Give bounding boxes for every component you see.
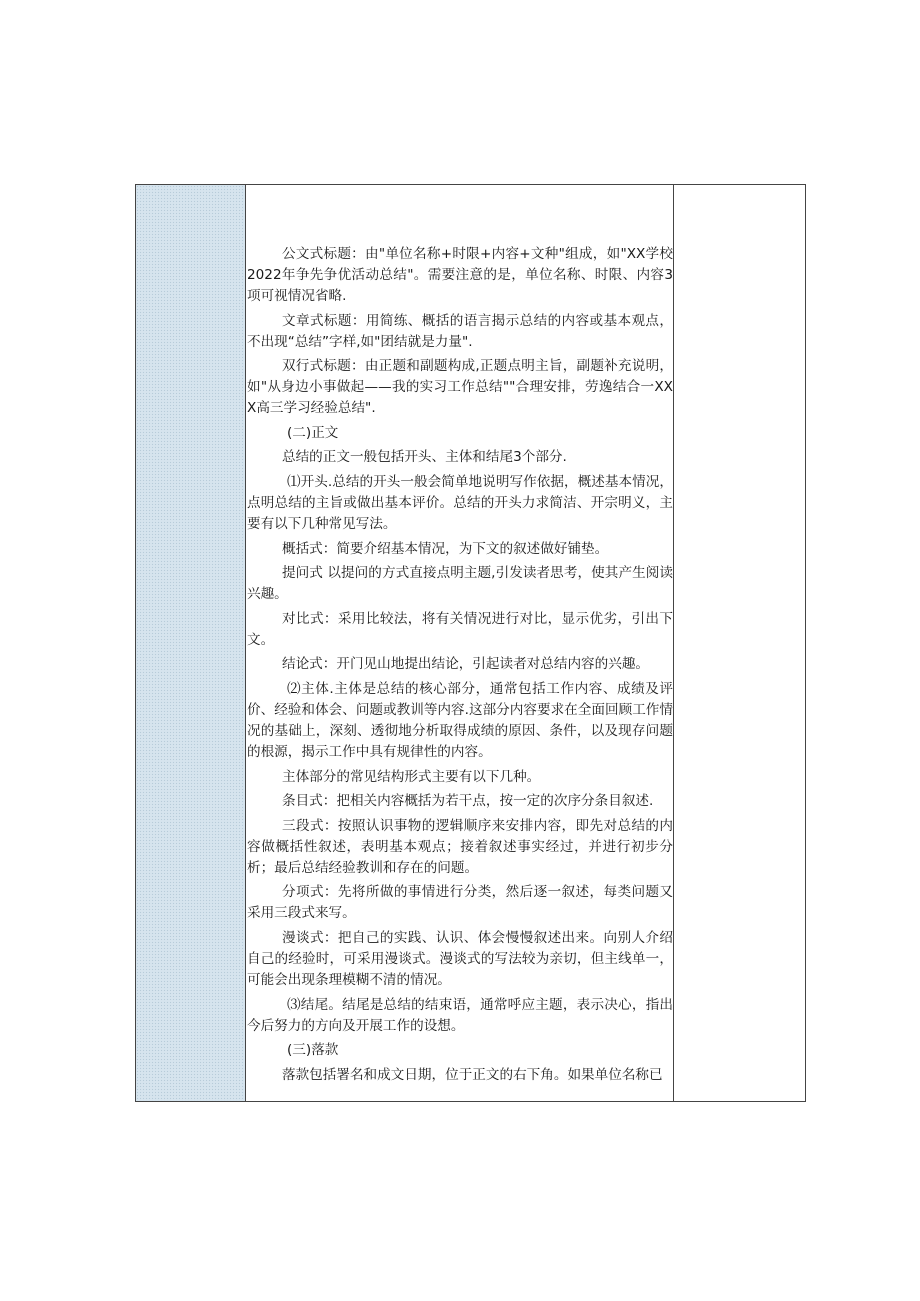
paragraph-contrast-style: 对比式：采用比较法，将有关情况进行对比，显示优劣，引出下文。	[247, 610, 673, 648]
paragraph-three-stage: 三段式：按照认识事物的逻辑顺序来安排内容，即先对总结的内容做概括性叙述，表明基本观点；接着叙述事实经过，并进行初步分析；最后总结经验教训和存在的问题。	[247, 817, 673, 876]
document-table	[135, 184, 806, 1102]
paragraph-summary-style: 概括式：简要介绍基本情况，为下文的叙述做好铺垫。	[282, 540, 609, 557]
paragraph-sub-item: 分项式：先将所做的事情进行分类，然后逐一叙述，每类问题又采用三段式来写。	[247, 884, 673, 922]
shaded-label-column	[136, 185, 246, 1101]
paragraph-ending: ⑶结尾。结尾是总结的结束语，通常呼应主题，表示决心，指出今后努力的方向及开展工作的设想。	[247, 996, 673, 1034]
paragraph-conclusion-style: 结论式：开门见山地提出结论，引起读者对总结内容的兴趣。	[282, 656, 650, 673]
paragraph-structure-intro: 主体部分的常见结构形式主要有以下几种。	[282, 768, 541, 785]
paragraph-main-part: ⑵主体.主体是总结的核心部分，通常包括工作内容、成绩及评价、经验和体会、问题或教训等内容.这部分内容要求在全面回顾工作情况的基础上，深刻、透彻地分析取得成绩的原因、条件，以及现存问题的根源，揭示工作中具有规律性的内容。	[247, 680, 673, 760]
section-heading-signature: (三)落款	[287, 1042, 339, 1059]
content-column	[246, 185, 674, 1101]
section-heading-body: (二)正文	[287, 424, 339, 441]
paragraph-body-intro: 总结的正文一般包括开头、主体和结尾3个部分.	[282, 449, 567, 466]
paragraph-official-title: 公文式标题：由"单位名称+时限+内容+文种"组成，如"XX学校2022年争先争优活动总结"。需要注意的是，单位名称、时限、内容3项可视情况省略.	[247, 246, 673, 304]
paragraph-opening: ⑴开头.总结的开头一般会简单地说明写作依据，概述基本情况，点明总结的主旨或做出基本评价。总结的开头力求简洁、开宗明义，主要有以下几种常见写法。	[247, 473, 673, 532]
notes-column	[674, 185, 805, 1101]
paragraph-article-title: 文章式标题：用简练、概括的语言揭示总结的内容或基本观点，不出现“总结”字样,如"团结就是力量".	[247, 312, 673, 350]
paragraph-question-style: 提问式 以提问的方式直接点明主题,引发读者思考，使其产生阅读兴趣。	[247, 565, 673, 603]
paragraph-signature: 落款包括署名和成文日期，位于正文的右下角。如果单位名称已	[282, 1066, 663, 1083]
paragraph-informal: 漫谈式：把自己的实践、认识、体会慢慢叙述出来。向别人介绍自己的经验时，可采用漫谈式。漫谈式的写法较为亲切，但主线单一，可能会出现条理模糊不清的情况。	[247, 929, 673, 988]
content-body	[246, 244, 674, 1089]
paragraph-itemized: 条目式：把相关内容概括为若干点，按一定的次序分条目叙述.	[282, 793, 654, 810]
paragraph-double-title: 双行式标题：由正题和副题构成,正题点明主旨，副题补充说明，如"从身边小事做起——我的实习工作总结""合理安排，劳逸结合一XXX高三学习经验总结".	[247, 358, 673, 417]
